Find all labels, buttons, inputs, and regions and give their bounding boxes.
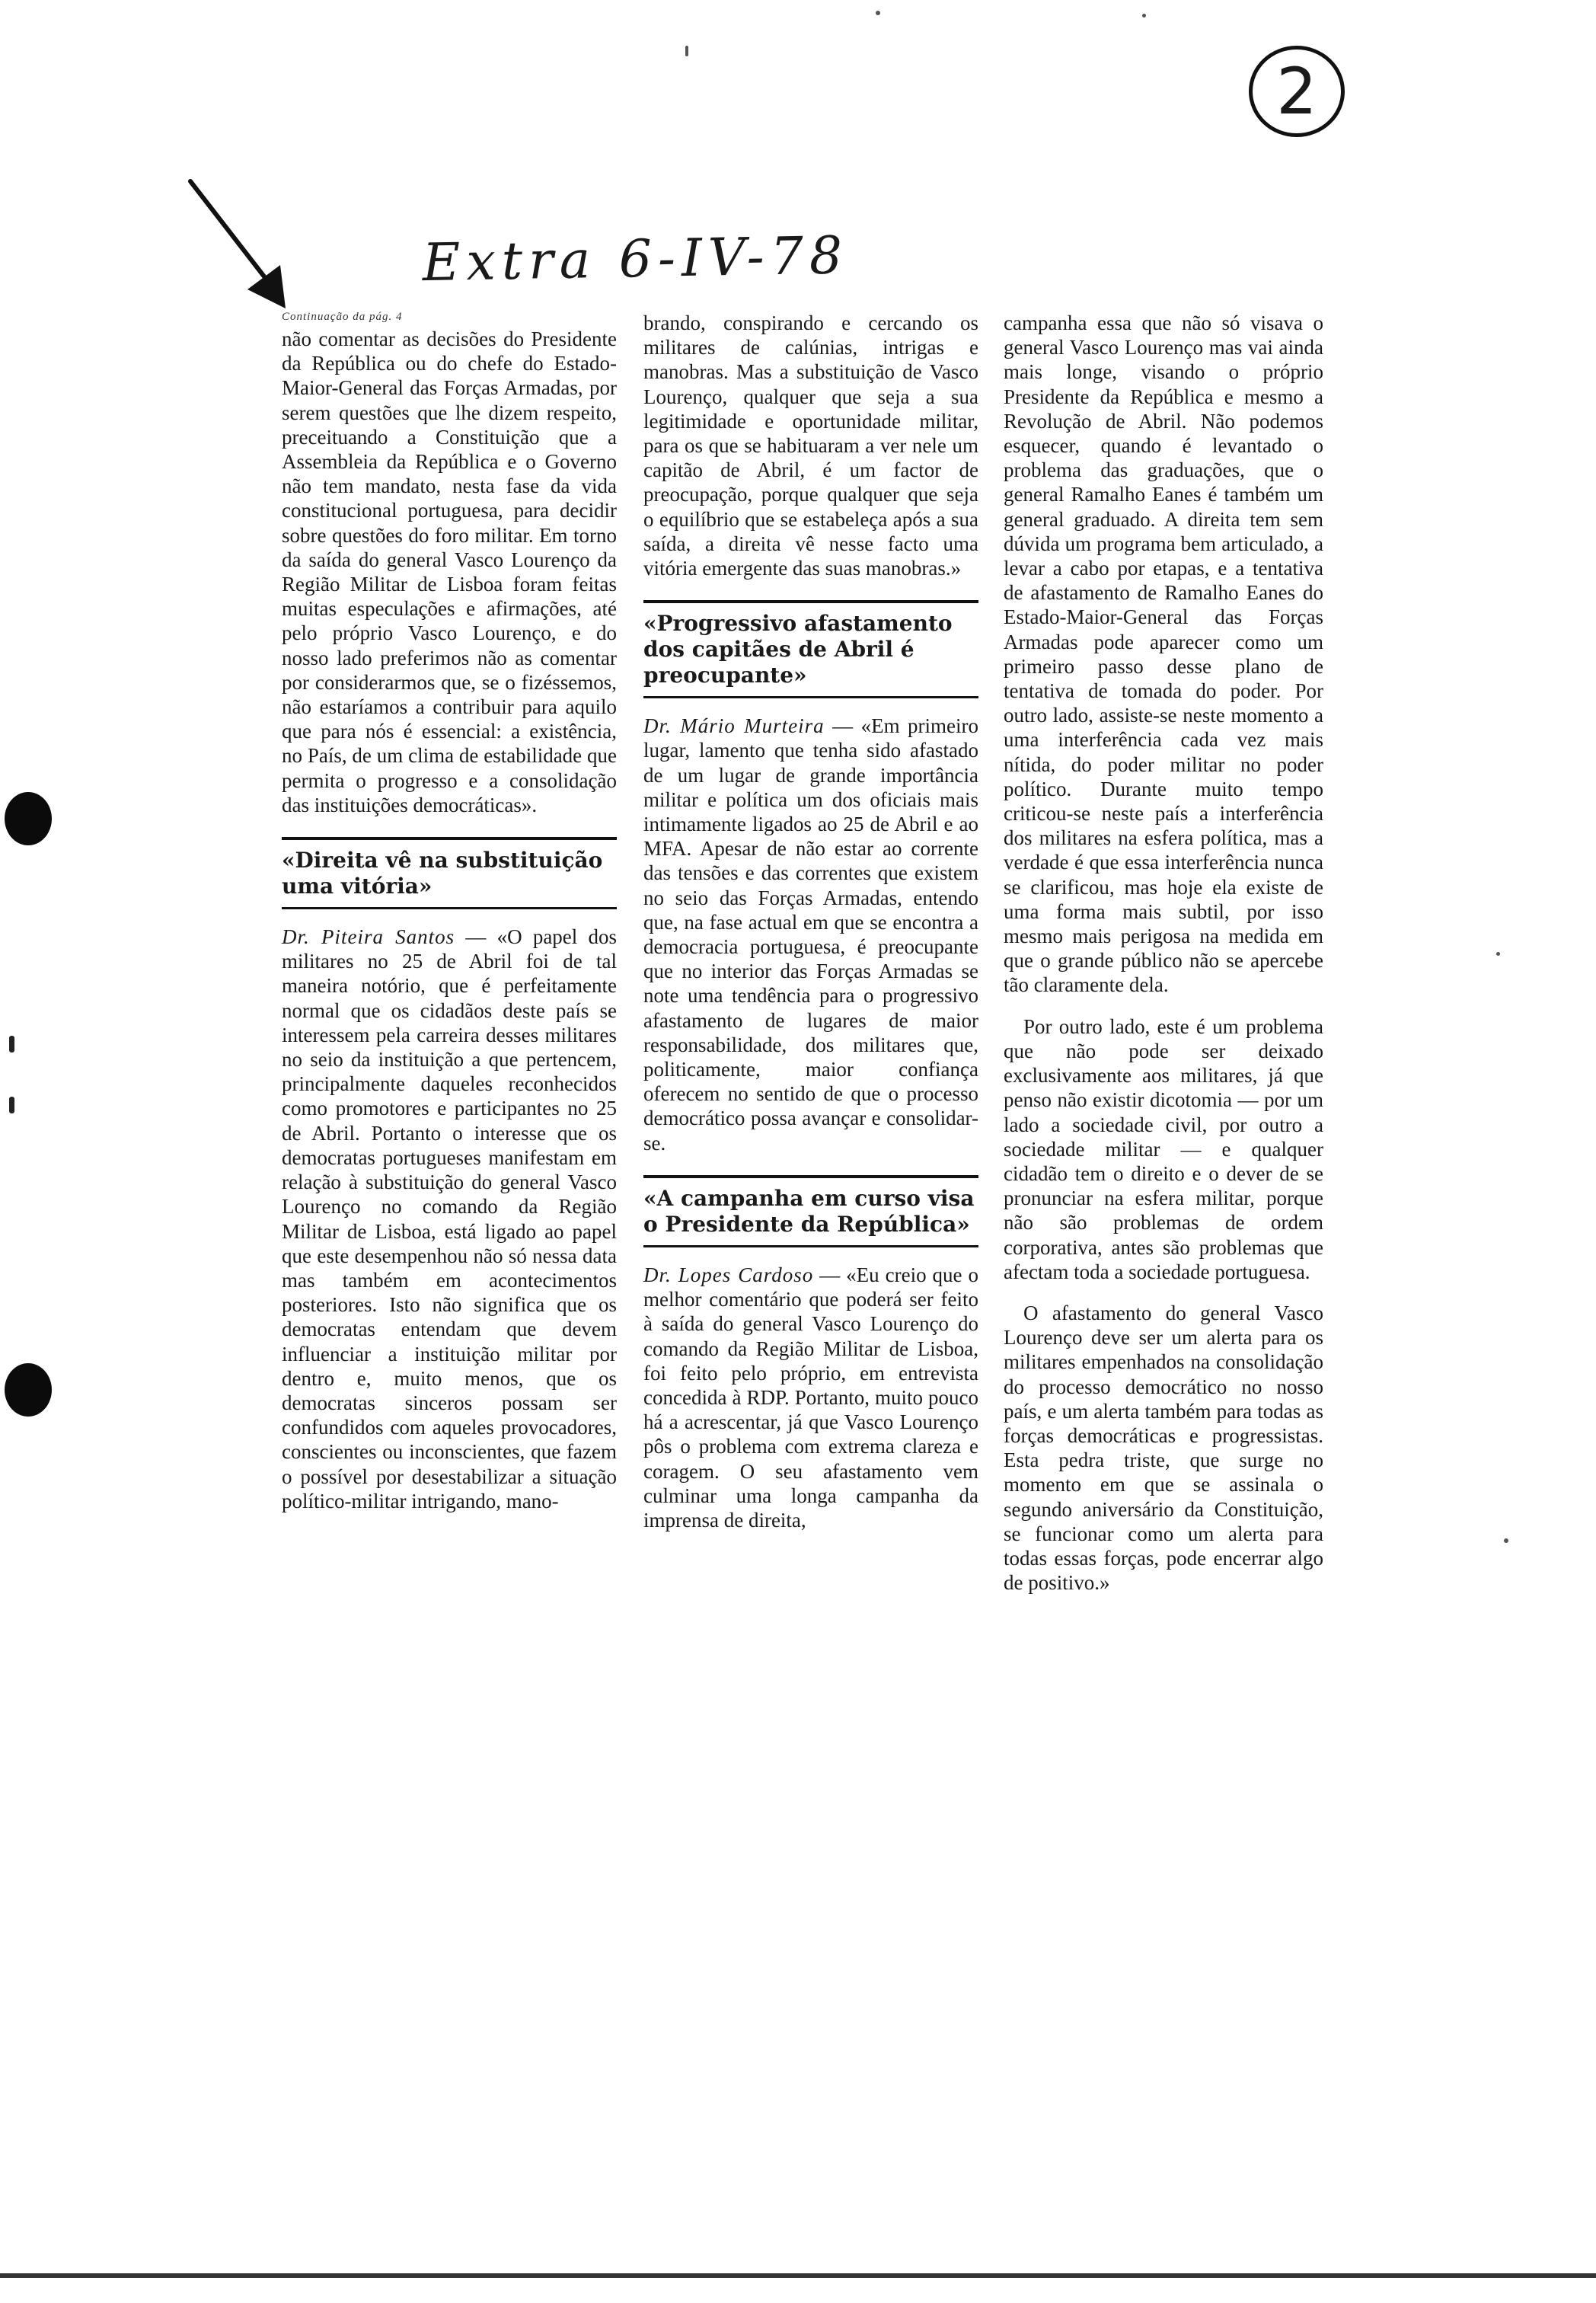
article-paragraph: campanha essa que não só visava o general Vasco Lourenço mas vai ainda mais longe, visando o próprio Presidente da República e mesmo a Revolução de Abril. Não podemos esquecer, quando é levantado o problema das graduações, que o general Ramalho Eanes é também um general graduado. A direita tem sem dúvida um programa bem articulado, a levar a cabo por etapas, e a tentativa de afastamento de Ramalho Eanes do Estado-Maior-General das Forças Armadas pode aparecer como um primeiro passo desse plano de tentativa de tomada do poder. Por outro lado, assiste-se neste momento a uma interferência cada vez mais nítida, do poder militar no poder político. Durante muito tempo criticou-se neste país a interferência dos militares na esfera política, mas a verdade é que essa interferência nunca se clarificou, mas hoje ela existe de uma forma mais subtil, por isso mesmo mais perigosa na medida em que o grande público não se apercebe tão claramente dela.: [1004, 311, 1323, 997]
binder-hole-icon: [5, 792, 52, 845]
scan-speck: [685, 46, 688, 56]
section-headline: «Progressivo afastamento dos capitães de Abril é preocupante»: [643, 611, 953, 688]
article-column-2: [643, 311, 978, 1532]
article-paragraph: brando, conspirando e cercando os militares de calúnias, intrigas e manobras. Mas a substituição de Vasco Lourenço, qualquer que seja a sua legitimidade e oportunidade militar, para os que se habituaram a ver nele um capitão de Abril, é um factor de preocupação, porque qualquer que seja o equilíbrio que se estabeleça após a sua saída, a direita vê nesse facto uma vitória emergente das suas manobras.»: [643, 311, 978, 580]
article-paragraph: [643, 714, 978, 1155]
handwritten-header: Extra 6-IV-78: [422, 225, 849, 294]
article-paragraph: [282, 925, 617, 1513]
article-paragraph: não comentar as decisões do Presidente da República ou do chefe do Estado-Maior-General das Forças Armadas, por serem questões que lhe dizem respeito, preceituando a Constituição que a Assembleia da República e o Governo não tem mandato, nesta fase da vida constitucional portuguesa, para decidir sobre questões do foro militar. Em torno da saída do general Vasco Lourenço da Região Militar de Lisboa foram feitas muitas especulações e afirmações, até pelo próprio Vasco Lourenço, e do nosso lado preferimos não as comentar por considerarmos que, se o fizéssemos, não estaríamos a contribuir para aquilo que para nós é essencial: a existência, no País, de um clima de estabilidade que permita o progresso e a consolidação das instituições democráticas».: [282, 327, 617, 816]
byline: Dr. Lopes Cardoso: [643, 1263, 814, 1286]
article-column-1: [282, 311, 617, 1513]
paragraph-text: — «Eu creio que o melhor comentário que poderá ser feito à saída do general Vasco Lourenço do comando da Região Militar de Lisboa, foi feito pelo próprio, em entrevista concedida à RDP. Portanto, muito pouco há a acrescentar, já que Vasco Lourenço pôs o problema com extrema clareza e coragem. O seu afastamento vem culminar uma longa campanha da imprensa de direita,: [643, 1263, 979, 1532]
scan-speck: [876, 11, 880, 15]
scan-speck: [1504, 1538, 1508, 1543]
edge-mark: [9, 1097, 14, 1113]
edge-mark: [9, 1036, 14, 1052]
paragraph-text: — «Em primeiro lugar, lamento que tenha sido afastado de um lugar de grande importância militar e política um dos oficiais mais intimamente ligados ao 25 de Abril e ao MFA. Apesar de não estar ao corrente das tensões e das correntes que existem no seio das Forças Armadas, entendo que, na fase actual em que se encontra a democracia portuguesa, é preocupante que no interior das Forças Armadas se note uma tendência para o progressivo afastamento de lugares de maior responsabilidade, dos militares que, politicamente, maior confiança oferecem no sentido de que o processo democrático possa avançar e consolidar-se.: [643, 714, 978, 1155]
page-number: 2: [1249, 46, 1345, 137]
article-paragraph: [643, 1263, 978, 1532]
section-headline: «A campanha em curso visa o Presidente da República»: [643, 1185, 975, 1237]
byline: Dr. Piteira Santos: [282, 925, 455, 949]
article-column-3: [1004, 311, 1323, 1595]
section-headline-block: [643, 1175, 978, 1247]
article-paragraph: Por outro lado, este é um problema que não pode ser deixado exclusivamente aos militares, já que penso não existir dicotomia — por um lado a sociedade civil, por outro a sociedade militar — e qualquer cidadão tem o direito e o dever de se pronunciar na esfera militar, porque não são problemas de ordem corporativa, antes são problemas que afectam toda a sociedade portuguesa.: [1004, 1014, 1323, 1283]
paragraph-text: — «O papel dos militares no 25 de Abril foi de tal maneira notório, que é perfeitamente normal que os cidadãos deste país se interessem pela carreira desses militares no seio da instituição a que pertencem, principalmente daqueles reconhecidos como promotores e participantes no 25 de Abril. Portanto o interesse que os democratas portugueses manifestam em relação à substituição do general Vasco Lourenço no comando da Região Militar de Lisboa, está ligado ao papel que este desempenhou não só nessa data mas também em acontecimentos posteriores. Isto não significa que os democratas entendam que devem influenciar a instituição militar por dentro e, muito menos, que os democratas sinceros possam ser confundidos com aqueles provocadores, conscientes ou inconscientes, que fazem o possível por desestabilizar a situação político-militar intrigando, mano-: [282, 925, 618, 1512]
scan-speck: [1496, 952, 1500, 956]
section-headline: «Direita vê na substituição uma vitória»: [282, 848, 603, 899]
scan-bottom-edge: [0, 2273, 1596, 2278]
section-headline-block: [643, 600, 978, 698]
section-headline-block: [282, 837, 617, 909]
byline: Dr. Mário Murteira: [643, 714, 825, 738]
binder-hole-icon: [5, 1363, 52, 1417]
continuation-note: Continuação da pág. 4: [282, 311, 403, 323]
article-paragraph: O afastamento do general Vasco Lourenço deve ser um alerta para os militares empenhados na consolidação do processo democrático no nosso país, e um alerta também para todas as forças democráticas e progressistas. Esta pedra triste, que surge no momento em que se assinala o segundo aniversário da Constituição, se funcionar como um alerta para todas essas forças, pode encerrar algo de positivo.»: [1004, 1301, 1323, 1595]
scan-speck: [1142, 14, 1146, 18]
arrow-pointer-icon: [183, 175, 312, 327]
